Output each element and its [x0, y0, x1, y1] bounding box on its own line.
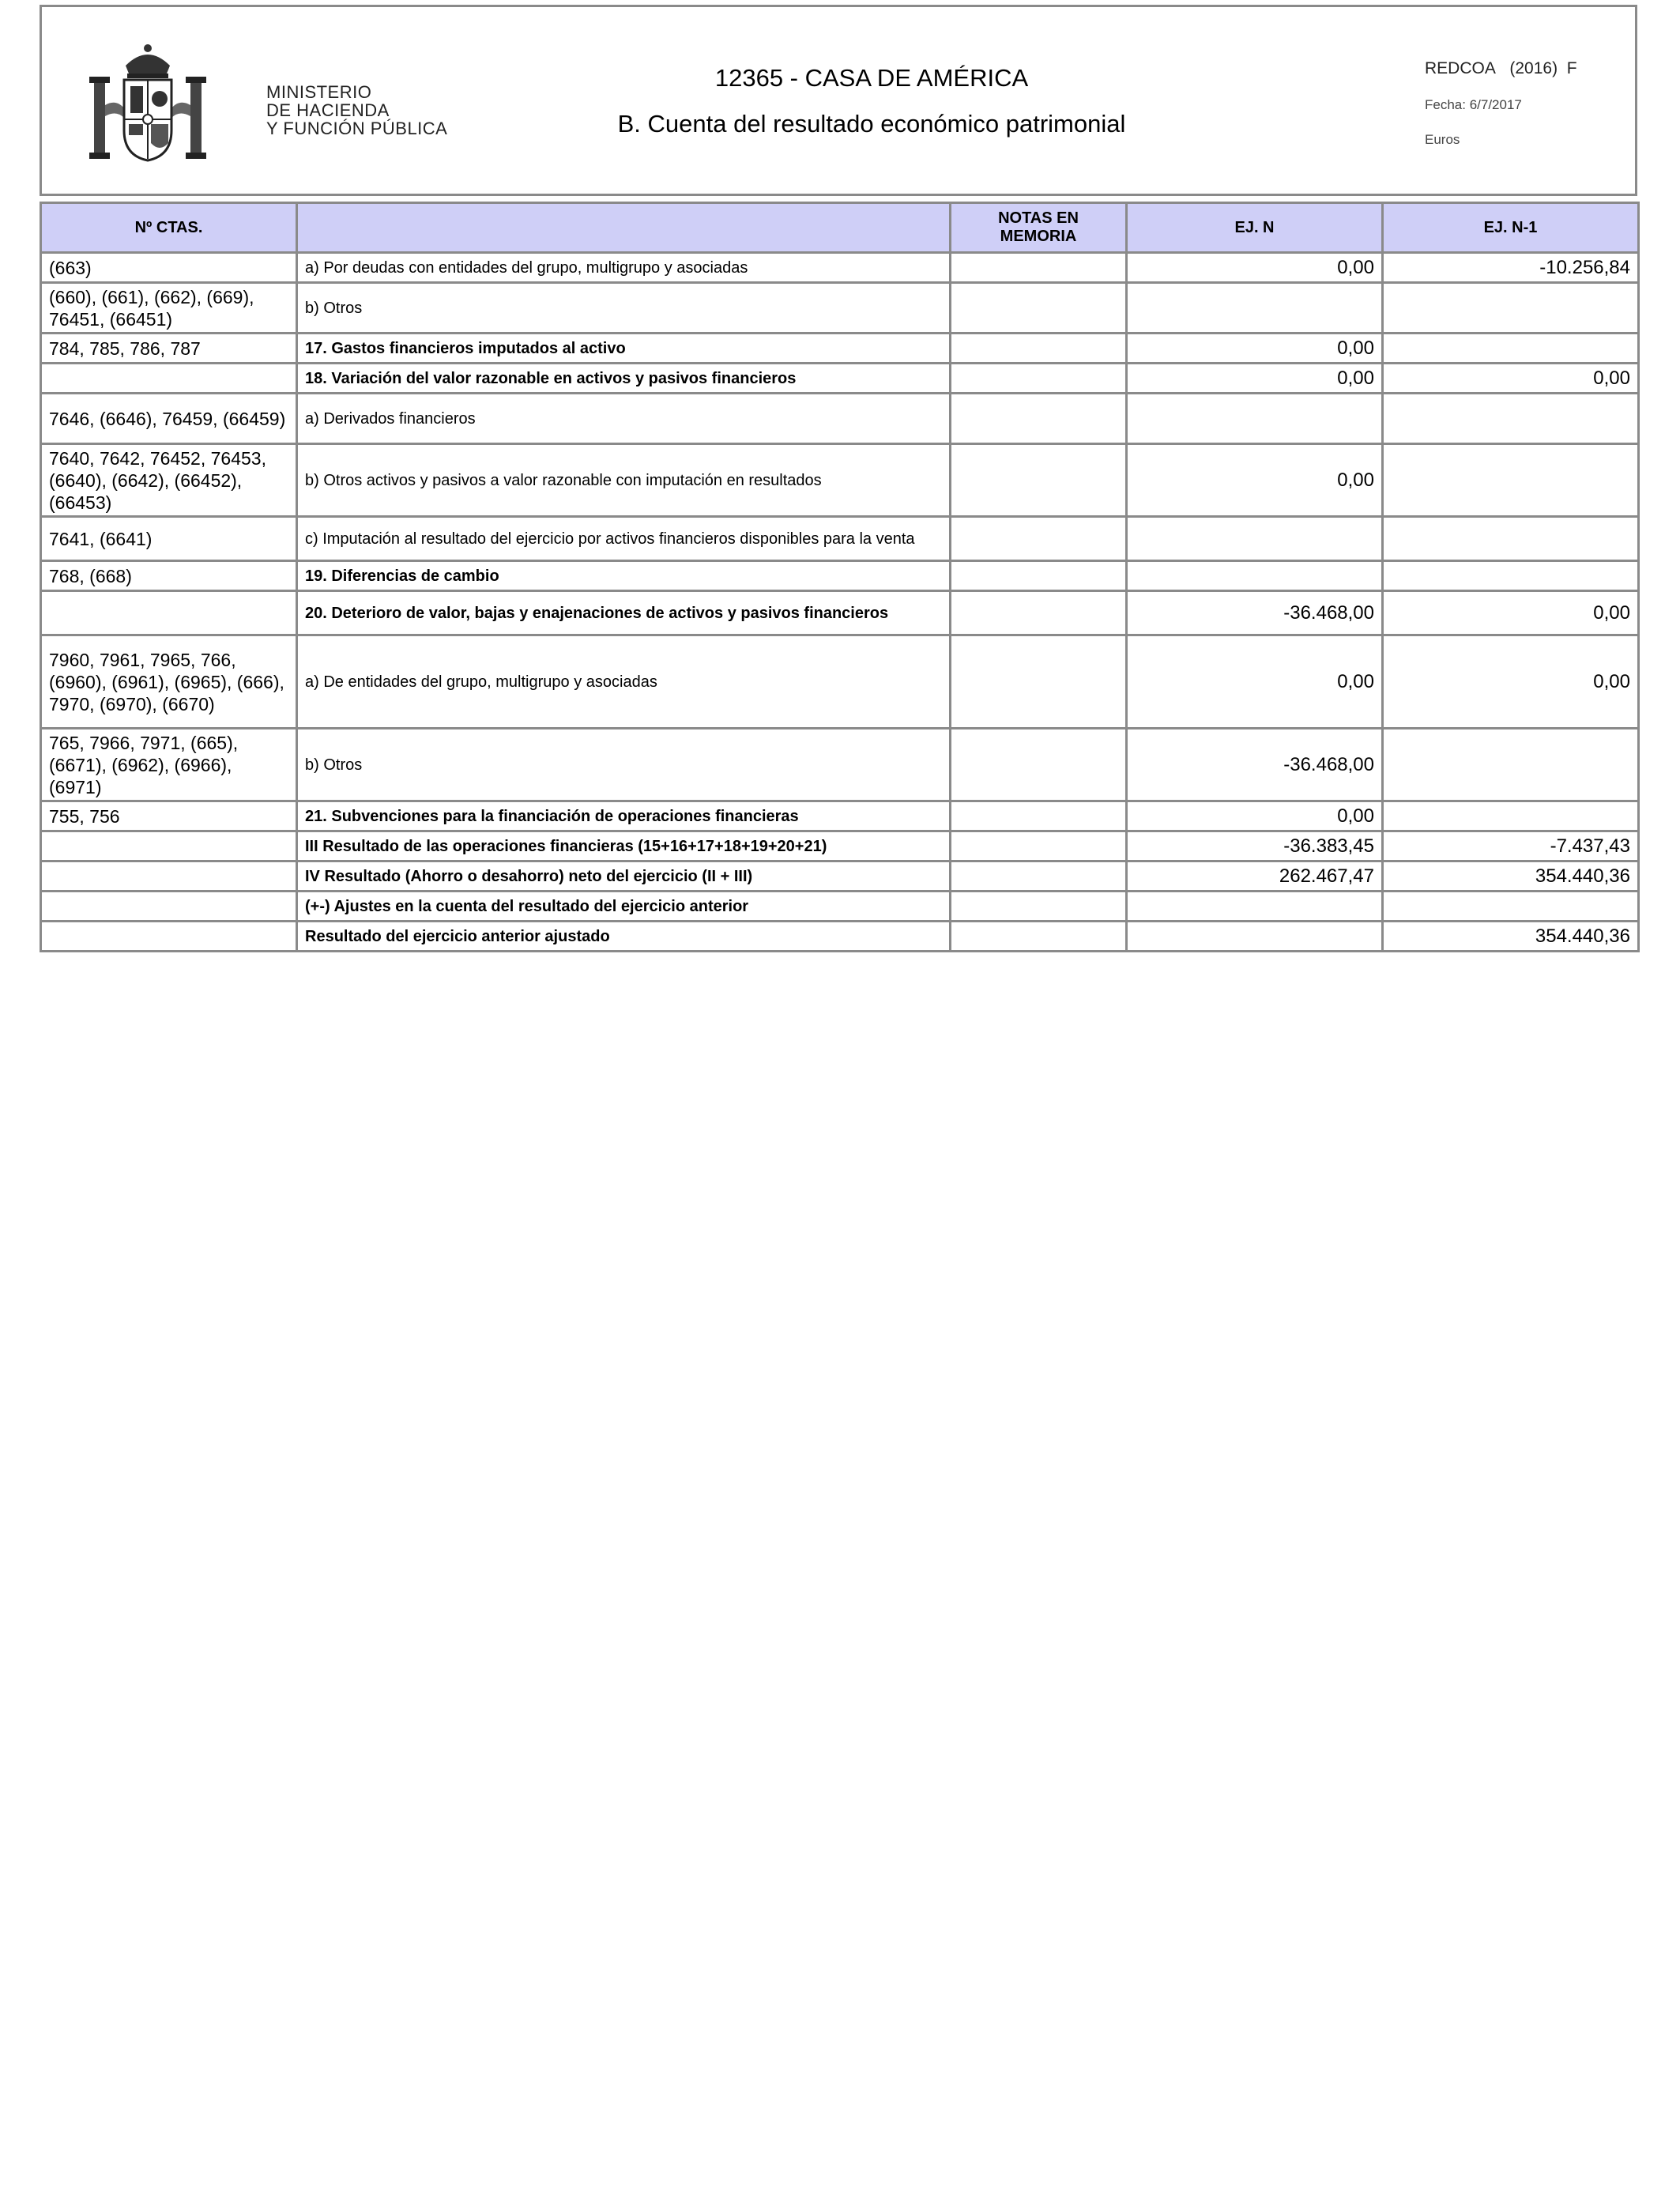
notes-cell	[951, 394, 1127, 444]
table-body	[41, 253, 1639, 952]
report-code	[1425, 59, 1577, 78]
current-year-value-cell: 0,00	[1127, 334, 1383, 364]
table-row	[41, 517, 1639, 561]
prior-year-value-cell: 0,00	[1383, 635, 1639, 729]
current-year-value-cell: 0,00	[1127, 801, 1383, 831]
description-cell: c) Imputación al resultado del ejercicio por activos financieros disponibles para la venta	[297, 517, 951, 561]
account-numbers-cell: 768, (668)	[41, 561, 297, 591]
notes-cell	[951, 334, 1127, 364]
table-row	[41, 591, 1639, 635]
description-cell: a) De entidades del grupo, multigrupo y asociadas	[297, 635, 951, 729]
description-cell: a) Por deudas con entidades del grupo, multigrupo y asociadas	[297, 253, 951, 283]
account-numbers-cell: (660), (661), (662), (669), 76451, (66451)	[41, 283, 297, 334]
table-row	[41, 861, 1639, 892]
table-row	[41, 394, 1639, 444]
table-row	[41, 561, 1639, 591]
current-year-value-cell: 0,00	[1127, 444, 1383, 517]
ministry-line-3: Y FUNCIÓN PÚBLICA	[266, 119, 448, 138]
ministry-line-1: MINISTERIO	[266, 82, 372, 102]
table-row	[41, 635, 1639, 729]
description-cell: 17. Gastos financieros imputados al activo	[297, 334, 951, 364]
description-cell: Resultado del ejercicio anterior ajustado	[297, 922, 951, 952]
current-year-value-cell	[1127, 283, 1383, 334]
entity-title: 12365 - CASA DE AMÉRICA	[714, 64, 1029, 92]
report-date: Fecha: 6/7/2017	[1425, 97, 1522, 112]
notes-cell	[951, 517, 1127, 561]
table-row	[41, 253, 1639, 283]
account-numbers-cell	[41, 831, 297, 861]
report-header	[40, 5, 1637, 196]
table-row	[41, 364, 1639, 394]
current-year-value-cell: 0,00	[1127, 253, 1383, 283]
notes-cell	[951, 444, 1127, 517]
prior-year-value-cell	[1383, 444, 1639, 517]
ministry-name	[266, 83, 447, 138]
current-year-value-cell	[1127, 517, 1383, 561]
prior-year-value-cell: 0,00	[1383, 364, 1639, 394]
current-year-value-cell: 0,00	[1127, 635, 1383, 729]
description-cell: 21. Subvenciones para la financiación de operaciones financieras	[297, 801, 951, 831]
description-cell: b) Otros	[297, 283, 951, 334]
description-cell: III Resultado de las operaciones financieras (15+16+17+18+19+20+21)	[297, 831, 951, 861]
notes-cell	[951, 861, 1127, 892]
report-year: (2016)	[1509, 59, 1558, 77]
results-table	[40, 202, 1640, 952]
column-header-description	[297, 203, 951, 253]
description-cell: 20. Deterioro de valor, bajas y enajenaciones de activos y pasivos financieros	[297, 591, 951, 635]
prior-year-value-cell	[1383, 394, 1639, 444]
account-numbers-cell	[41, 591, 297, 635]
description-cell: a) Derivados financieros	[297, 394, 951, 444]
account-numbers-cell: 755, 756	[41, 801, 297, 831]
account-numbers-cell: 784, 785, 786, 787	[41, 334, 297, 364]
prior-year-value-cell: -10.256,84	[1383, 253, 1639, 283]
column-header-ej-n1: EJ. N-1	[1383, 203, 1639, 253]
coat-of-arms-icon	[85, 42, 211, 168]
account-numbers-cell	[41, 364, 297, 394]
account-numbers-cell: 7641, (6641)	[41, 517, 297, 561]
prior-year-value-cell	[1383, 892, 1639, 922]
notes-cell	[951, 892, 1127, 922]
description-cell: b) Otros activos y pasivos a valor razonable con imputación en resultados	[297, 444, 951, 517]
table-row	[41, 892, 1639, 922]
report-code-label: REDCOA	[1425, 59, 1496, 77]
description-cell: 18. Variación del valor razonable en activos y pasivos financieros	[297, 364, 951, 394]
report-flag: F	[1566, 59, 1577, 77]
table-row	[41, 801, 1639, 831]
prior-year-value-cell	[1383, 801, 1639, 831]
notes-cell	[951, 364, 1127, 394]
current-year-value-cell	[1127, 561, 1383, 591]
prior-year-value-cell	[1383, 561, 1639, 591]
description-cell: b) Otros	[297, 729, 951, 801]
column-header-notas: NOTAS EN MEMORIA	[951, 203, 1127, 253]
table-row	[41, 831, 1639, 861]
notes-cell	[951, 253, 1127, 283]
account-numbers-cell	[41, 861, 297, 892]
column-header-ctas: Nº CTAS.	[41, 203, 297, 253]
prior-year-value-cell: 0,00	[1383, 591, 1639, 635]
current-year-value-cell	[1127, 394, 1383, 444]
prior-year-value-cell: 354.440,36	[1383, 861, 1639, 892]
prior-year-value-cell	[1383, 334, 1639, 364]
account-numbers-cell: 7960, 7961, 7965, 766, (6960), (6961), (6965), (666), 7970, (6970), (6670)	[41, 635, 297, 729]
account-numbers-cell	[41, 892, 297, 922]
table-header-row	[41, 203, 1639, 253]
ministry-logo	[85, 42, 448, 168]
account-numbers-cell: (663)	[41, 253, 297, 283]
report-currency: Euros	[1425, 132, 1460, 147]
notes-cell	[951, 831, 1127, 861]
table-row	[41, 444, 1639, 517]
prior-year-value-cell: -7.437,43	[1383, 831, 1639, 861]
notes-cell	[951, 561, 1127, 591]
table-row	[41, 922, 1639, 952]
prior-year-value-cell	[1383, 283, 1639, 334]
notes-cell	[951, 801, 1127, 831]
notes-cell	[951, 591, 1127, 635]
current-year-value-cell	[1127, 892, 1383, 922]
ministry-line-2: DE HACIENDA	[266, 100, 390, 120]
table-row	[41, 334, 1639, 364]
notes-cell	[951, 635, 1127, 729]
column-header-ej-n: EJ. N	[1127, 203, 1383, 253]
prior-year-value-cell	[1383, 729, 1639, 801]
notes-cell	[951, 283, 1127, 334]
account-numbers-cell: 765, 7966, 7971, (665), (6671), (6962), (6966), (6971)	[41, 729, 297, 801]
current-year-value-cell: -36.468,00	[1127, 591, 1383, 635]
current-year-value-cell: -36.383,45	[1127, 831, 1383, 861]
account-numbers-cell: 7640, 7642, 76452, 76453, (6640), (6642), (66452), (66453)	[41, 444, 297, 517]
notes-cell	[951, 729, 1127, 801]
report-title: B. Cuenta del resultado económico patrimonial	[617, 110, 1126, 138]
prior-year-value-cell: 354.440,36	[1383, 922, 1639, 952]
table-row	[41, 729, 1639, 801]
current-year-value-cell: 262.467,47	[1127, 861, 1383, 892]
prior-year-value-cell	[1383, 517, 1639, 561]
account-numbers-cell: 7646, (6646), 76459, (66459)	[41, 394, 297, 444]
table-row	[41, 283, 1639, 334]
current-year-value-cell	[1127, 922, 1383, 952]
notes-cell	[951, 922, 1127, 952]
account-numbers-cell	[41, 922, 297, 952]
description-cell: (+-) Ajustes en la cuenta del resultado del ejercicio anterior	[297, 892, 951, 922]
current-year-value-cell: 0,00	[1127, 364, 1383, 394]
description-cell: IV Resultado (Ahorro o desahorro) neto del ejercicio (II + III)	[297, 861, 951, 892]
description-cell: 19. Diferencias de cambio	[297, 561, 951, 591]
current-year-value-cell: -36.468,00	[1127, 729, 1383, 801]
